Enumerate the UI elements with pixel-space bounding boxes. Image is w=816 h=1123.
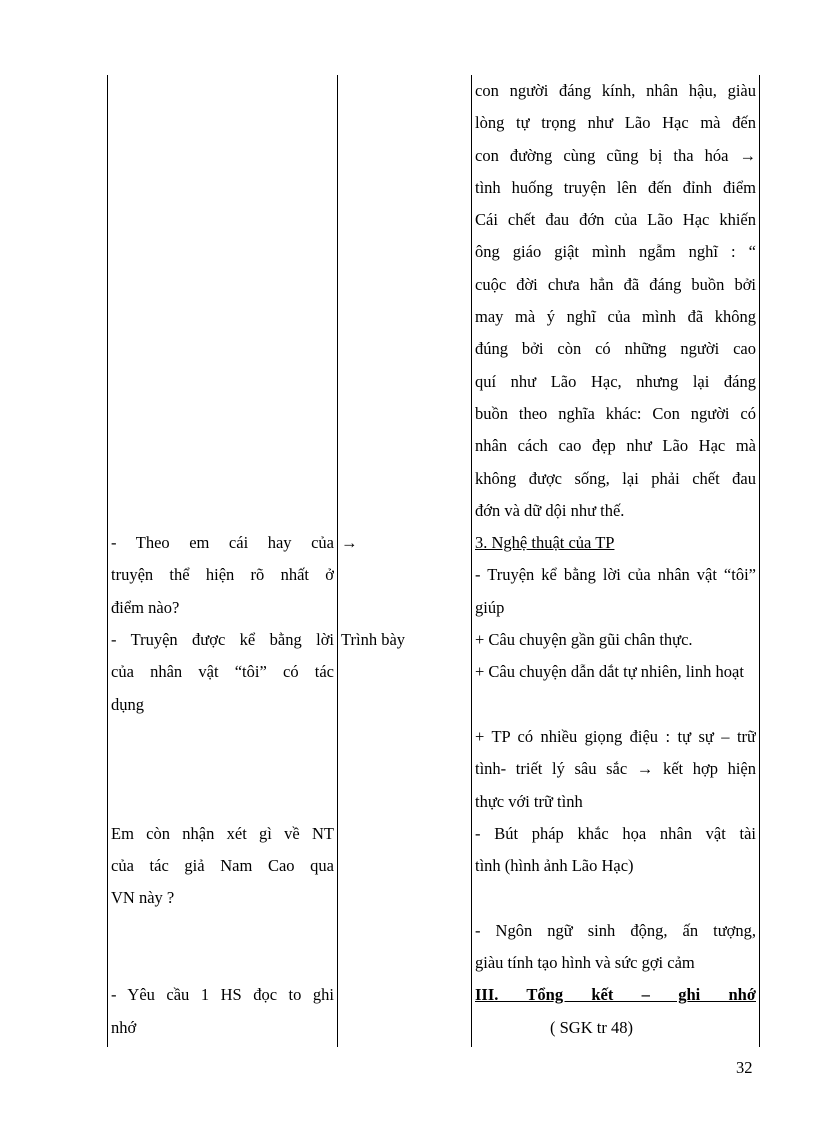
- text-line: + Câu chuyện gần gũi chân thực.: [475, 630, 693, 650]
- text-line: [111, 947, 334, 979]
- text-line: [111, 721, 334, 753]
- text-line: [111, 398, 334, 430]
- text-line: [341, 559, 467, 591]
- text-line: [475, 689, 756, 721]
- text-line: nhân cách cao đẹp như Lão Hạc mà: [475, 436, 756, 456]
- text-line: [111, 333, 334, 365]
- text-line: - Theo em cái hay của: [111, 533, 334, 553]
- student-activity-column: [341, 75, 467, 656]
- text-line: - Yêu cầu 1 HS đọc to ghi: [111, 985, 334, 1005]
- text-line: đúng bởi còn có những người cao: [475, 339, 756, 359]
- text-line: [341, 463, 467, 495]
- text-line: [111, 463, 334, 495]
- text-line: con đường cùng cũng bị tha hóa →: [475, 145, 756, 165]
- text-line: tình huống truyện lên đến đỉnh điểm: [475, 177, 756, 197]
- text-line: - Truyện kể bằng lời của nhân vật “tôi”: [475, 565, 756, 585]
- text-line: [111, 75, 334, 107]
- text-line: ông giáo giật mình ngẫm nghĩ : “: [475, 242, 756, 262]
- text-line: giúp: [475, 597, 505, 617]
- text-line: [111, 915, 334, 947]
- text-line: [475, 882, 756, 914]
- text-line: buồn theo nghĩa khác: Con người có: [475, 403, 756, 423]
- text-line: [111, 107, 334, 139]
- text-line: + Câu chuyện dẫn dắt tự nhiên, linh hoạt: [475, 662, 744, 682]
- text-line: thực với trữ tình: [475, 791, 583, 811]
- text-line: [111, 269, 334, 301]
- text-line: - Ngôn ngữ sinh động, ấn tượng,: [475, 920, 756, 940]
- text-line: [111, 172, 334, 204]
- text-line: điểm nào?: [111, 597, 180, 617]
- text-line: của nhân vật “tôi” có tác: [111, 662, 334, 682]
- text-line: [341, 430, 467, 462]
- text-line: [341, 172, 467, 204]
- text-line: không được sống, lại phải chết đau: [475, 468, 756, 488]
- text-line: [341, 333, 467, 365]
- table-border-right: [759, 75, 760, 1047]
- text-line: [341, 75, 467, 107]
- text-line: - Bút pháp khắc họa nhân vật tài: [475, 823, 756, 843]
- text-line: [111, 366, 334, 398]
- text-line: →: [341, 533, 358, 553]
- text-line: [341, 301, 467, 333]
- text-line: [111, 301, 334, 333]
- text-line: [111, 495, 334, 527]
- text-line: [111, 140, 334, 172]
- text-line: truyện thể hiện rõ nhất ở: [111, 565, 334, 585]
- text-line: [341, 398, 467, 430]
- text-line: dụng: [111, 694, 144, 714]
- text-line: [341, 592, 467, 624]
- text-line: + TP có nhiều giọng điệu : tự sự – trữ: [475, 726, 756, 746]
- text-line: con người đáng kính, nhân hậu, giàu: [475, 81, 756, 100]
- text-line: 3. Nghệ thuật của TP: [475, 533, 615, 553]
- text-line: Em còn nhận xét gì về NT: [111, 823, 334, 843]
- text-line: [341, 366, 467, 398]
- text-line: đớn và dữ dội như thế.: [475, 500, 625, 520]
- text-line: ( SGK tr 48): [550, 1017, 633, 1037]
- text-line: [111, 204, 334, 236]
- text-line: Cái chết đau đớn của Lão Hạc khiến: [475, 210, 756, 230]
- text-line: [341, 495, 467, 527]
- text-line: may mà ý nghĩ của mình đã không: [475, 307, 756, 327]
- text-line: [111, 430, 334, 462]
- text-line: nhớ: [111, 1017, 137, 1037]
- text-line: tình (hình ảnh Lão Hạc): [475, 856, 634, 876]
- text-line: [111, 753, 334, 785]
- table-border-left: [107, 75, 108, 1047]
- text-line: [111, 786, 334, 818]
- content-column: [475, 75, 756, 1044]
- text-line: [341, 140, 467, 172]
- text-line: của tác giả Nam Cao qua: [111, 856, 334, 876]
- text-line: [341, 204, 467, 236]
- text-line: [341, 269, 467, 301]
- teacher-activity-column: [111, 75, 334, 1044]
- text-line: tình- triết lý sâu sắc → kết hợp hiện: [475, 759, 756, 779]
- text-line: quí như Lão Hạc, nhưng lại đáng: [475, 371, 756, 391]
- text-line: cuộc đời chưa hẳn đã đáng buồn bởi: [475, 274, 756, 294]
- table-border-col3: [471, 75, 472, 1047]
- page-number: 32: [736, 1058, 753, 1077]
- text-line: Trình bày: [341, 630, 406, 650]
- text-line: [341, 107, 467, 139]
- text-line: [341, 236, 467, 268]
- text-line: giàu tính tạo hình và sức gợi cảm: [475, 953, 695, 973]
- text-line: lòng tự trọng như Lão Hạc mà đến: [475, 113, 756, 133]
- text-line: - Truyện được kể bằng lời: [111, 630, 334, 650]
- text-line: VN này ?: [111, 888, 175, 908]
- table-border-col2: [337, 75, 338, 1047]
- text-line: [111, 236, 334, 268]
- text-line: III. Tổng kết – ghi nhớ: [475, 985, 756, 1005]
